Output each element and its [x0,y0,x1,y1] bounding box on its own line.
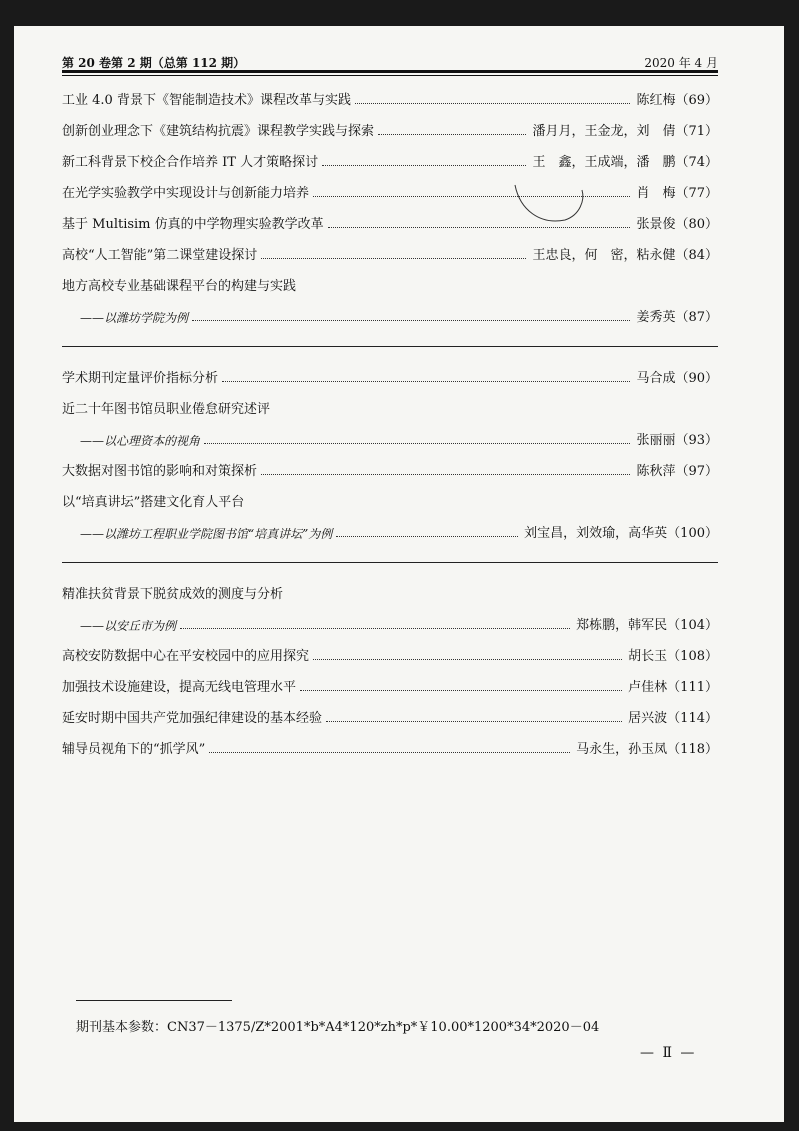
toc-title: 地方高校专业基础课程平台的构建与实践 [62,279,297,294]
toc-title: 近二十年图书馆员职业倦怠研究述评 [62,402,271,417]
page-number: — Ⅱ — [640,1045,697,1061]
toc-authors: 姜秀英 [636,310,676,325]
toc-authors: 肖 梅 [636,186,676,201]
toc-entry[interactable] [62,646,718,668]
toc-title: 新工科背景下校企合作培养 IT 人才策略探讨 [62,155,319,170]
toc-title: 大数据对图书馆的影响和对策探析 [62,464,258,479]
toc-page: （90） [675,371,718,386]
toc-page: （104） [667,618,718,633]
dot-leader [204,443,630,444]
dot-leader [313,659,622,660]
toc-entry[interactable] [62,399,718,421]
toc-subtitle: ——以心理资本的视角 [80,434,201,448]
toc-page: （69） [675,93,718,108]
dot-leader [355,103,630,104]
toc-entry[interactable] [62,183,718,205]
toc-entry[interactable] [62,615,718,637]
toc-entry[interactable] [62,276,718,298]
dot-leader [222,381,630,382]
header-rule-thin [62,75,718,76]
footnote-rule [76,1000,232,1001]
toc-page: （71） [675,124,718,139]
issue-info: 第 20 卷第 2 期（总第 112 期） [62,56,246,70]
toc-page: （87） [675,310,718,325]
toc-subtitle: ——以潍坊学院为例 [80,311,189,325]
toc-title: 以“培真讲坛”搭建文化育人平台 [62,495,245,510]
toc-author-page [628,708,718,730]
toc-title: 工业 4.0 背景下《智能制造技术》课程改革与实践 [62,93,351,108]
toc-author-page [636,183,718,205]
toc-page: （108） [667,649,718,664]
toc-page: （84） [675,248,718,263]
section-divider [62,346,718,347]
toc-author-page [636,430,718,452]
toc-author-page [636,307,718,329]
toc-page: （74） [675,155,718,170]
toc-title: 在光学实验教学中实现设计与创新能力培养 [62,186,310,201]
toc-title: 学术期刊定量评价指标分析 [62,371,219,386]
toc-authors: 郑栋鹏，韩军民 [576,618,668,633]
toc-subtitle: ——以安丘市为例 [80,619,177,633]
toc-subtitle: ——以潍坊工程职业学院图书馆“培真讲坛”为例 [80,527,333,541]
toc-title: 精准扶贫背景下脱贫成效的测度与分析 [62,587,284,602]
toc-entry[interactable] [62,90,718,112]
toc-author-page [628,646,718,668]
pen-mark [510,180,590,230]
toc-entry[interactable] [62,152,718,174]
toc-author-page [636,90,718,112]
toc-author-page [636,368,718,390]
toc-entry[interactable] [62,461,718,483]
toc-title: 辅导员视角下的“抓学风” [62,742,206,757]
toc-author-page [532,152,718,174]
dot-leader [336,536,518,537]
toc-author-page [636,461,718,483]
dot-leader [261,474,630,475]
dot-leader [180,628,570,629]
toc-entry[interactable] [62,307,718,329]
toc-title: 高校“人工智能”第二课堂建设探讨 [62,248,258,263]
toc-entry[interactable] [62,214,718,236]
toc-authors: 陈红梅 [636,93,676,108]
dot-leader [192,320,630,321]
toc-page: （80） [675,217,718,232]
toc-title: 基于 Multisim 仿真的中学物理实验教学改革 [62,217,324,232]
toc-authors: 居兴波 [628,711,668,726]
dot-leader [378,134,526,135]
toc-title: 加强技术设施建设，提高无线电管理水平 [62,680,297,695]
section-divider [62,562,718,563]
toc-author-page [532,121,718,143]
toc-authors: 王 鑫，王成端，潘 鹏 [532,155,676,170]
toc-authors: 潘月月，王金龙，刘 倩 [532,124,676,139]
toc-entry[interactable] [62,245,718,267]
issue-date: 2020 年 4 月 [644,56,718,70]
toc-page: （100） [667,526,718,541]
toc-entry[interactable] [62,368,718,390]
toc-authors: 王忠良，何 密，粘永健 [532,248,676,263]
toc-authors: 胡长玉 [628,649,668,664]
dot-leader [209,752,570,753]
toc-page: （93） [675,433,718,448]
toc-page: （97） [675,464,718,479]
dot-leader [300,690,622,691]
toc-entry[interactable] [62,677,718,699]
toc-entry[interactable] [62,584,718,606]
dot-leader [322,165,526,166]
header-rule [62,70,718,73]
toc-authors: 张丽丽 [636,433,676,448]
toc-authors: 刘宝昌，刘效瑜，高华英 [524,526,668,541]
toc-page: （114） [667,711,718,726]
toc-entry[interactable] [62,739,718,761]
toc-title: 高校安防数据中心在平安校园中的应用探究 [62,649,310,664]
dot-leader [326,721,622,722]
toc-authors: 卢佳林 [628,680,668,695]
toc-entry[interactable] [62,121,718,143]
toc-author-page [576,739,718,761]
toc-page: （111） [667,680,718,695]
toc-author-page [524,523,718,545]
toc-page: （118） [667,742,718,757]
journal-parameters: 期刊基本参数：CN37－1375/Z*2001*b*A4*120*zh*p*￥10.00*1200*34*2020－04 [76,1020,600,1035]
toc-title: 创新创业理念下《建筑结构抗震》课程教学实践与探索 [62,124,375,139]
toc-title: 延安时期中国共产党加强纪律建设的基本经验 [62,711,323,726]
toc-entry[interactable] [62,492,718,514]
toc-authors: 马永生，孙玉凤 [576,742,668,757]
toc-authors: 陈秋萍 [636,464,676,479]
toc-page: （77） [675,186,718,201]
toc-author-page [636,214,718,236]
toc-entry[interactable] [62,708,718,730]
dot-leader [261,258,526,259]
toc-entry[interactable] [62,523,718,545]
toc-authors: 马合成 [636,371,676,386]
toc-entry[interactable] [62,430,718,452]
toc-author-page [576,615,718,637]
toc-authors: 张景俊 [636,217,676,232]
toc-author-page [532,245,718,267]
toc-author-page [628,677,718,699]
